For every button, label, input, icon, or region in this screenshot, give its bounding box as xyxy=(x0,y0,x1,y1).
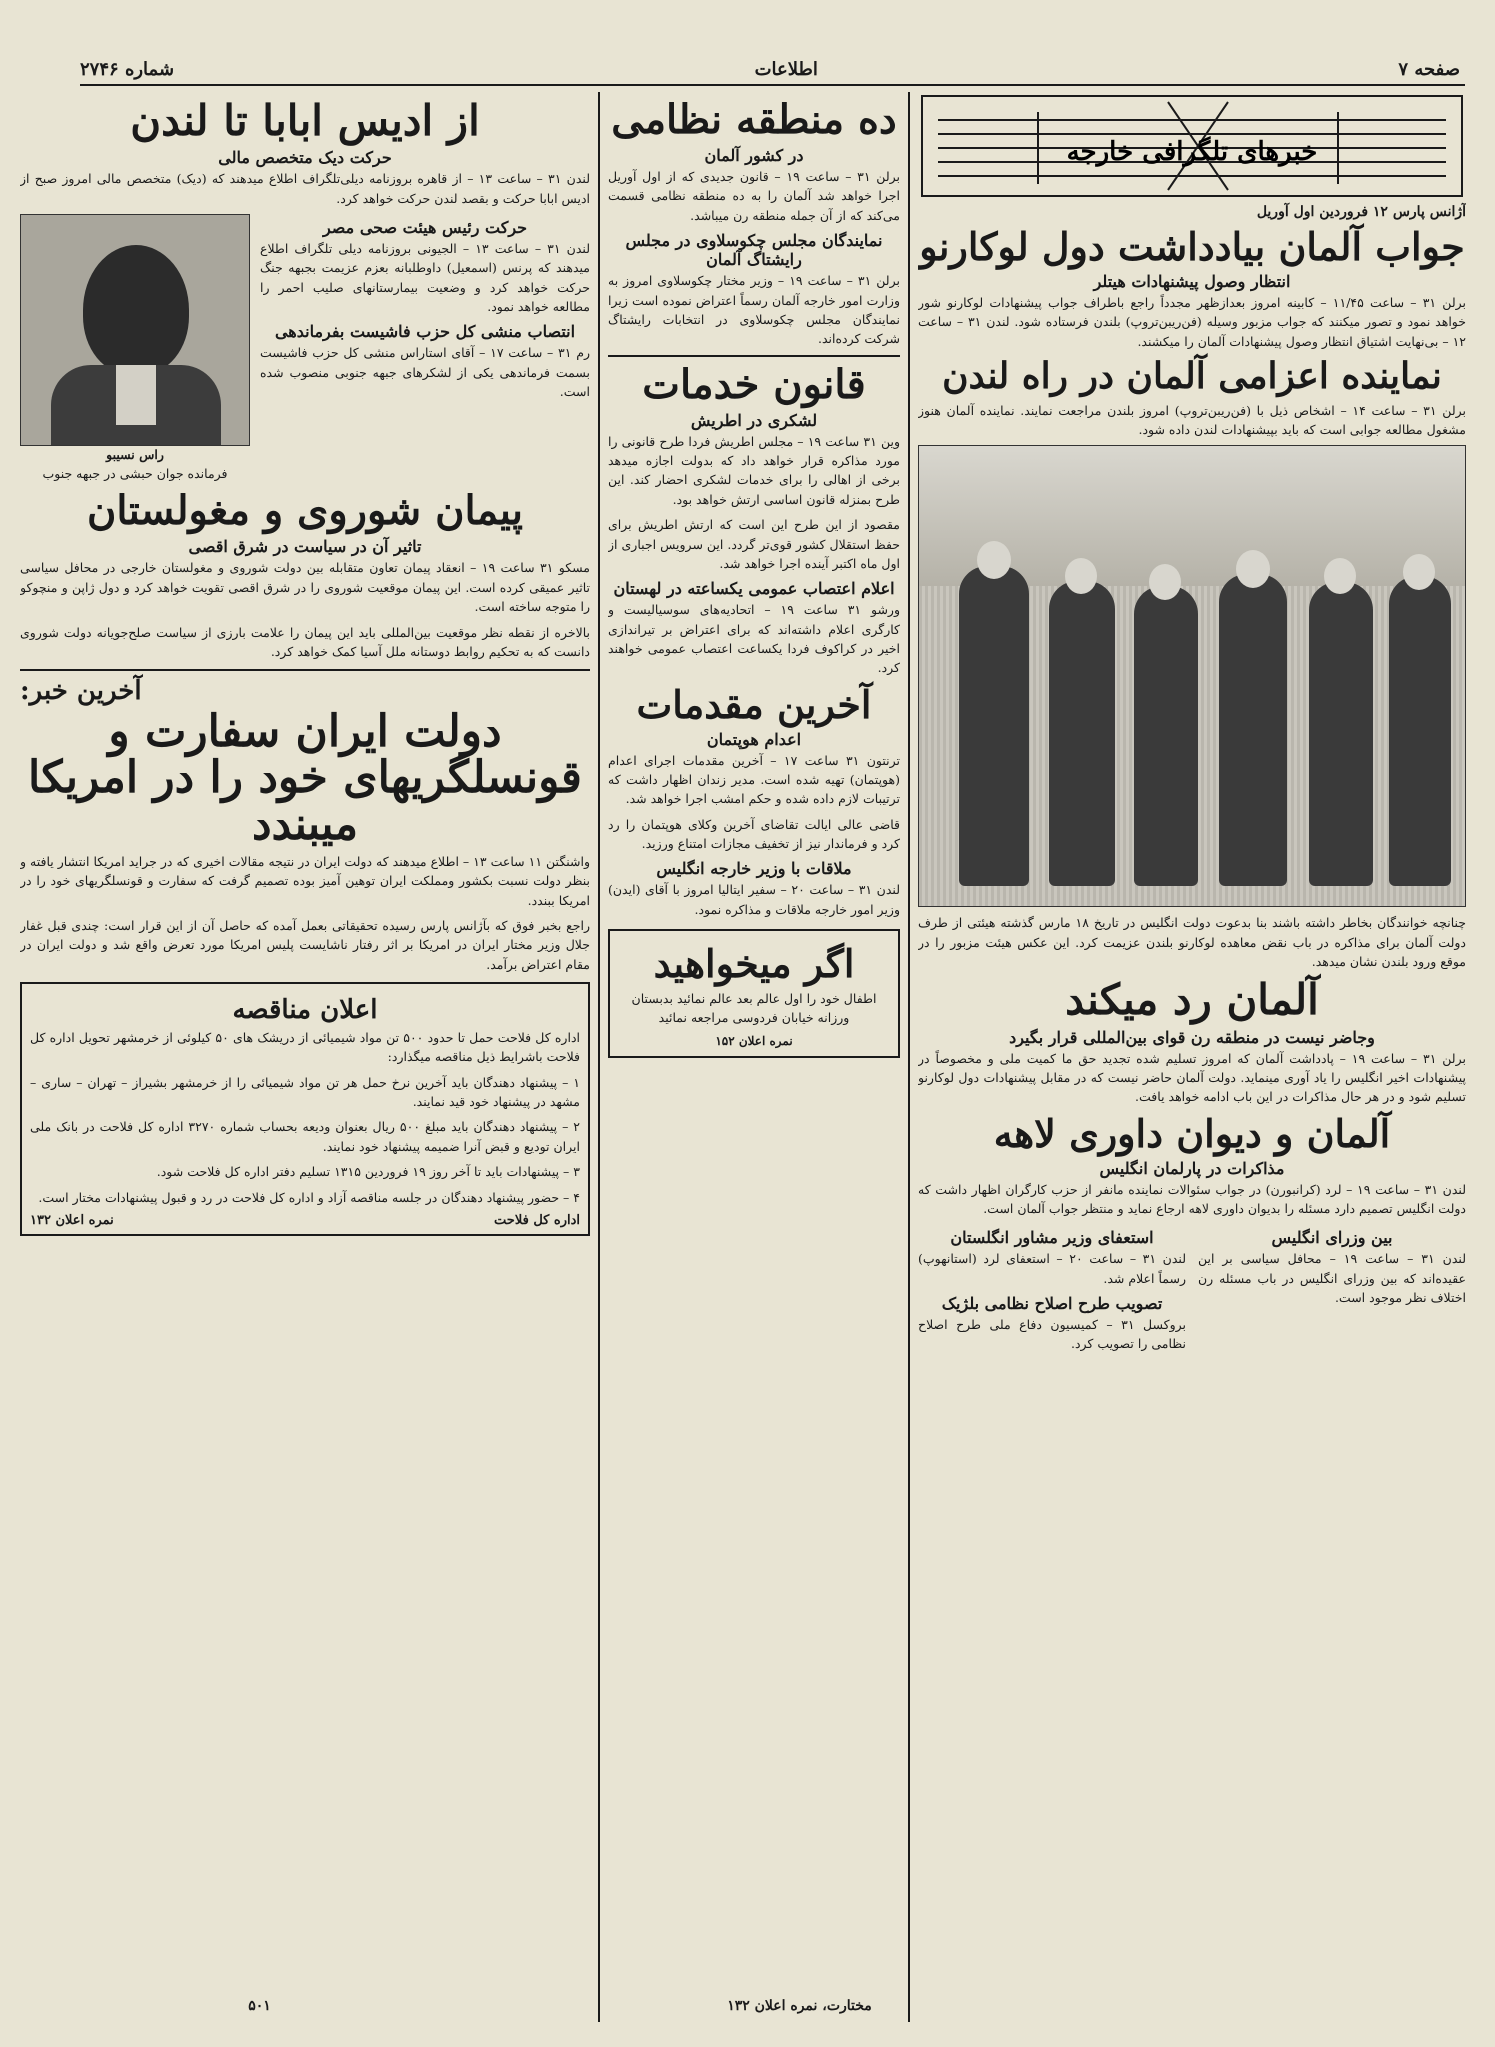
resignation-block xyxy=(918,1224,1186,1360)
fascist-body: رم ۳۱ – ساعت ۱۷ – آقای استاراس منشی کل حزب فاشیست بسمت فرماندهی یکی از لشکرهای جبهه جنوبی منصوب شده است. xyxy=(260,345,590,400)
belgium-body: بروکسل ۳۱ – کمیسیون دفاع ملی طرح اصلاح نظامی را تصویب کرد. xyxy=(918,1317,1186,1352)
poland-body: ورشو ۳۱ ساعت ۱۹ – اتحادیه‌های سوسیالیست و کارگری اعلام داشته‌اند که برای اعتراض بر تیراندازی اخیر در کراکوف فردا یکساعت اعتصاب عمومی خواهند کرد. xyxy=(608,602,900,676)
separating-block xyxy=(1198,1224,1466,1360)
paper-name: اطلاعات xyxy=(754,58,818,80)
portrait-role: فرمانده جوان حبشی در جبهه جنوب xyxy=(42,465,228,481)
tender-item-3: ۳ – پیشنهادات باید تا آخر روز ۱۹ فروردین ۱۳۱۵ تسلیم دفتر اداره کل فلاحت شود. xyxy=(156,1164,580,1180)
school-ad xyxy=(608,929,900,1058)
ad-body: اطفال خود را اول عالم بعد عالم نمائید بدبستان ورزانه خیابان فردوسی مراجعه نمائید xyxy=(631,990,877,1026)
demilitarized-subhead: در کشور آلمان xyxy=(704,146,804,165)
delegation-photo xyxy=(918,445,1466,907)
rejects-subhead: وجاضر نیست در منطقه رن قوای بین‌المللی قرار بگیرد xyxy=(1009,1027,1375,1047)
service-law-body: وین ۳۱ ساعت ۱۹ – مجلس اطریش فردا طرح قانونی را مورد مذاکره قرار خواهد داد که بدولت اجازه میدهد برخی از اهالی را برای خدمات لشکری احضار کند. این طرح بمنزله قانون اساسی ارتش خواهد بود. xyxy=(608,433,900,507)
service-law-subhead: لشکری در اطریش xyxy=(690,410,818,430)
foreign-news-banner xyxy=(918,92,1466,200)
soviet-subhead: تاثیر آن در سیاست در شرق اقصی xyxy=(188,537,422,557)
last-news-body: واشنگتن ۱۱ ساعت ۱۳ – اطلاع میدهند که دولت ایران در نتیجه مقالات اخیری که در جراید امریکا انتشار یافته و بنظر دولت نسبت بکشور ومملکت ایران توهین آمیز بوده تصمیم گرفت که سفارت و قونسلگریهای خود را در امریکا ببندد. xyxy=(20,853,590,908)
photo-caption: چنانچه خوانندگان بخاطر داشته باشند بنا بدعوت دولت انگلیس در تاریخ ۱۸ مارس گذشته هیئتی از طرف دولت آلمان برای مذاکره در باب نقض معاهده لوکارنو بلندن عزیمت کرد. این عکس هیئت مزبور را در موقع ورود بلندن نشان میدهد. xyxy=(918,915,1466,970)
rejects-body: برلن ۳۱ – ساعت ۱۹ – پادداشت آلمان که امروز تسلیم شده تجدید حق ما کمیت ملی و مخصوصاً در پیشنهادات اخیر انگلیس را یاد آوری مینماید. دولت آلمان حاضر نیست که در مقابل پیشنهادات دول لوکارنو تسلیم شود و در هر حال مذاکرات در این باب ادامه خواهد یافت. xyxy=(918,1050,1466,1105)
tender-item-1: ۱ – پیشنهاد دهندگان باید آخرین نرخ حمل هر تن مواد شیمیائی را از خرمشهر بشیراز – تهران – ساری – مشهد در پیشنهاد خود قید نمایند. xyxy=(30,1074,580,1110)
delegation-subhead: حرکت رئیس هیئت صحی مصر xyxy=(322,217,528,237)
demilitarized-body: برلن ۳۱ – ساعت ۱۹ – قانون جدیدی که از اول آوریل اجرا خواهد شد آلمان را به ده منطقه نظامی قسمت می‌کند که از آن جمله منطقه رن میباشد. xyxy=(608,169,900,223)
italy-fm-subhead: ملاقات با وزیر خارجه انگلیس xyxy=(656,859,852,879)
tender-footer xyxy=(30,1213,580,1228)
ethiopia-row xyxy=(20,214,590,484)
ethiopia-headline: از ادیس ابابا تا لندن xyxy=(130,96,480,145)
last-news-rule xyxy=(20,669,590,671)
tender-ad-number: نمره اعلان ۱۳۲ xyxy=(30,1212,114,1228)
ad-headline: اگر میخواهید xyxy=(653,941,855,987)
ethiopia-body: لندن ۳۱ – ساعت ۱۳ – از قاهره بروزنامه دیلی‌تلگراف اطلاع میدهند که (دیک) متخصص مالی امروز صبح از ادیس ابابا حرکت و بقصد لندن حرکت خواهد کرد. xyxy=(20,171,590,206)
last-news-label: آخرین خبر: xyxy=(20,676,142,707)
middle-column xyxy=(608,92,900,2002)
hague-subhead: مذاکرات در پارلمان انگلیس xyxy=(1099,1158,1285,1178)
poland-subhead: اعلام اعتصاب عمومی یکساعته در لهستان xyxy=(613,579,895,599)
right-bottom-row xyxy=(918,1224,1466,1360)
representative-body: برلن ۳۱ – ساعت ۱۴ – اشخاص ذیل با (فن‌ریبن‌تروپ) امروز بلندن مراجعت نمایند. نماینده آلمان هنوز مشغول مطالعه جوابی است که باید بپیشنهادات لندن داده شود. xyxy=(918,402,1466,437)
resignation-subhead: استعفای وزیر مشاور انگلستان xyxy=(950,1228,1154,1248)
service-law-body-2: مقصود از این طرح این است که ارتش اطریش برای حفظ استقلال کشور قوی‌تر گردد. این سرویس اجباری از اول ماه اکتبر آینده اجرا خواهد شد. xyxy=(608,517,900,571)
rejects-headline: آلمان رد میکند xyxy=(1065,975,1319,1025)
last-news-body-2: راجع بخبر فوق که بآژانس پارس رسیده تحقیقاتی بعمل آمده که حاصل آن از این قرار است: چندی قبل غفار جلال وزیر مختار ایران در امریکا بر اثر رفتار ناشایست پلیس امریکا مورد تعرض واقع شد و دولت ایران در مقام اعتراض برآمد. xyxy=(20,917,590,972)
separating-body: لندن ۳۱ – ساعت ۱۹ – محافل سیاسی بر این عقیده‌اند که بین وزرای انگلیس در باب مسئله رن اختلاف نظر موجود است. xyxy=(1198,1251,1466,1305)
representative-headline: نماینده اعزامی آلمان در راه لندن xyxy=(942,354,1442,397)
resignation-body: لندن ۳۱ – ساعت ۲۰ – استعفای لرد (استانهوپ) رسماً اعلام شد. xyxy=(918,1251,1187,1286)
service-law-headline: قانون خدمات xyxy=(642,360,866,408)
ad-footer: نمره اعلان ۱۵۲ xyxy=(715,1033,793,1048)
footer-left: مختارت، نمره اعلان ۱۳۲ xyxy=(727,1998,872,2014)
portrait-block xyxy=(20,214,250,484)
preliminaries-body-2: قاضی عالی ایالت تقاضای آخرین وکلای هوپتمان را رد کرد و فرماندار نیز از تخفیف مجازات امتناع ورزید. xyxy=(608,816,900,852)
banner-title: خبرهای تلگرافی خارجه xyxy=(1066,137,1318,167)
preliminaries-body: ترنتون ۳۱ ساعت ۱۷ – آخرین مقدمات اجرای اعدام (هوپتمان) تهیه شده است. مدیر زندان اظهار داشت که ترتیبات لازم داده شده و حکم امشب اجرا خواهد شد. xyxy=(608,752,900,807)
footer-right: ۵۰۱ xyxy=(248,1998,271,2014)
tender-item-2: ۲ – پیشنهاد دهندگان باید مبلغ ۵۰۰ ریال بعنوان ودیعه بحساب شماره ۳۲۷۰ اداره کل فلاحت در بانک ملی ایران تودیع و قبض آنرا ضمیمه پیشنهاد خود نمایند. xyxy=(30,1119,580,1154)
fascist-subhead: انتصاب منشی کل حزب فاشیست بفرماندهی xyxy=(274,322,576,342)
ethiopia-subhead: حرکت دیک متخصص مالی xyxy=(218,148,392,168)
footer-bar xyxy=(20,1998,1100,2014)
right-column xyxy=(918,92,1466,2002)
column-rule-1 xyxy=(598,92,600,2022)
portrait-photo xyxy=(20,214,250,446)
section-divider xyxy=(608,355,900,357)
portrait-name: راس نسیبو xyxy=(106,446,164,462)
italy-fm-body: لندن ۳۱ – ساعت ۲۰ – سفیر ایتالیا امروز با آقای (ایدن) وزیر امور خارجه ملاقات و مذاکره نمود. xyxy=(608,882,900,917)
column-rule-2 xyxy=(908,92,910,2022)
czech-body: برلن ۳۱ – ساعت ۱۹ – وزیر مختار چکوسلاوی امروز به وزارت امور خارجه آلمان رسماً اعتراض نموده است زیرا نمایندگان مجلس چکوسلاوی در انتخابات رایشتاگ شرکت کرده‌اند. xyxy=(608,273,900,347)
hague-body: لندن ۳۱ – ساعت ۱۹ – لرد (کرانبورن) در جواب سئوالات نماینده مانفر از حزب کارگران اظهار داشت که دولت انگلیس تصمیم دارد مسئله را بدیوان داوری لاهه ارجاع نماید و منتظر جواب آلمان است. xyxy=(918,1181,1466,1216)
separating-subhead: بین وزرای انگلیس xyxy=(1271,1228,1393,1248)
masthead xyxy=(80,54,1460,84)
news-source: آژانس پارس ۱۲ فروردین اول آوریل xyxy=(1256,204,1466,220)
soviet-body-2: بالاخره از نقطه نظر موقعیت بین‌المللی باید این پیمان را علامت بارزی از سیاست صلح‌جویانه دولت شوروی دانست که به تحکیم روابط دوستانه ملل آسیا کمک خواهد کرد. xyxy=(20,624,590,659)
germany-reply-subhead: انتظار وصول پیشنهادات هیتلر xyxy=(1093,271,1291,291)
soviet-headline: پیمان شوروی و مغولستان xyxy=(87,487,523,535)
ethiopia-text-block xyxy=(260,214,590,484)
last-news-headline: دولت ایران سفارت و قونسلگریهای خود را در امریکا میبندد xyxy=(28,706,582,850)
tender-item-4: ۴ – حضور پیشنهاد دهندگان در جلسه مناقصه آزاد و اداره کل فلاحت در رد و قبول پیشنهادات مختار است. xyxy=(38,1189,580,1205)
tender-notice xyxy=(20,982,590,1236)
germany-reply-body: برلن ۳۱ – ساعت ۱۱/۴۵ – کابینه امروز بعدازظهر مجدداً راجع باطراف جواب پیشنهادات لوکارنو شور خواهد نمود و تصور میکنند که جواب مزبور وسیله (فن‌ریبن‌تروپ) بلندن فرستاده شود. لندن ۳۱ – ساعت ۱۲ – بی‌نهایت اشتیاق انتظار وصول پیشنهادات آلمان را میکشند. xyxy=(918,294,1466,349)
preliminaries-headline: آخرین مقدمات xyxy=(636,681,872,727)
masthead-rule xyxy=(80,84,1465,86)
preliminaries-subhead: اعدام هوپتمان xyxy=(706,729,802,749)
germany-reply-headline: جواب آلمان بیادداشت دول لوکارنو xyxy=(919,224,1465,269)
tender-org: اداره کل فلاحت xyxy=(494,1212,580,1228)
issue-number: شماره ۲۷۴۶ xyxy=(80,58,175,80)
soviet-body-1: مسکو ۳۱ ساعت ۱۹ – انعقاد پیمان تعاون متقابله بین دولت شوروی و مغولستان خارجی در محافل سیاسی تاثیر عمیقی کرده است. این پیمان موقعیت شوروی را در شرق اقصی تقویت خواهد کرد و دول ژاپن و منچوکو را متوجه ساخته است. xyxy=(20,560,590,615)
tender-headline: اعلان مناقصه xyxy=(232,995,378,1026)
demilitarized-headline: ده منطقه نظامی xyxy=(611,96,897,143)
left-column xyxy=(20,92,590,2002)
belgium-subhead: تصویب طرح اصلاح نظامی بلژیک xyxy=(941,1294,1163,1313)
hague-headline: آلمان و دیوان داوری لاهه xyxy=(993,1110,1391,1156)
tender-body: اداره کل فلاحت حمل تا حدود ۵۰۰ تن مواد شیمیائی از دریشک های ۵۰ کیلوئی از خرمشهر تحویل اداره کل فلاحت باشرایط ذیل مناقصه میگذارد: xyxy=(30,1029,580,1065)
czech-subhead: نمایندگان مجلس چکوسلاوی در مجلس رایشتاگ آلمان xyxy=(625,231,883,270)
music-staff-icon xyxy=(918,92,1466,200)
page-number: صفحه ۷ xyxy=(1398,58,1460,80)
delegation-body: لندن ۳۱ – ساعت ۱۳ – الجیونی بروزنامه دیلی تلگراف اطلاع میدهند که پرنس (اسمعیل) داوطلبانه بعزم عزیمت بجبهه جنگ حرکت خواهد کرد و وضعیت بیمارستانهای صلیب احمر را مطالعه خواهد نمود. xyxy=(260,240,590,315)
